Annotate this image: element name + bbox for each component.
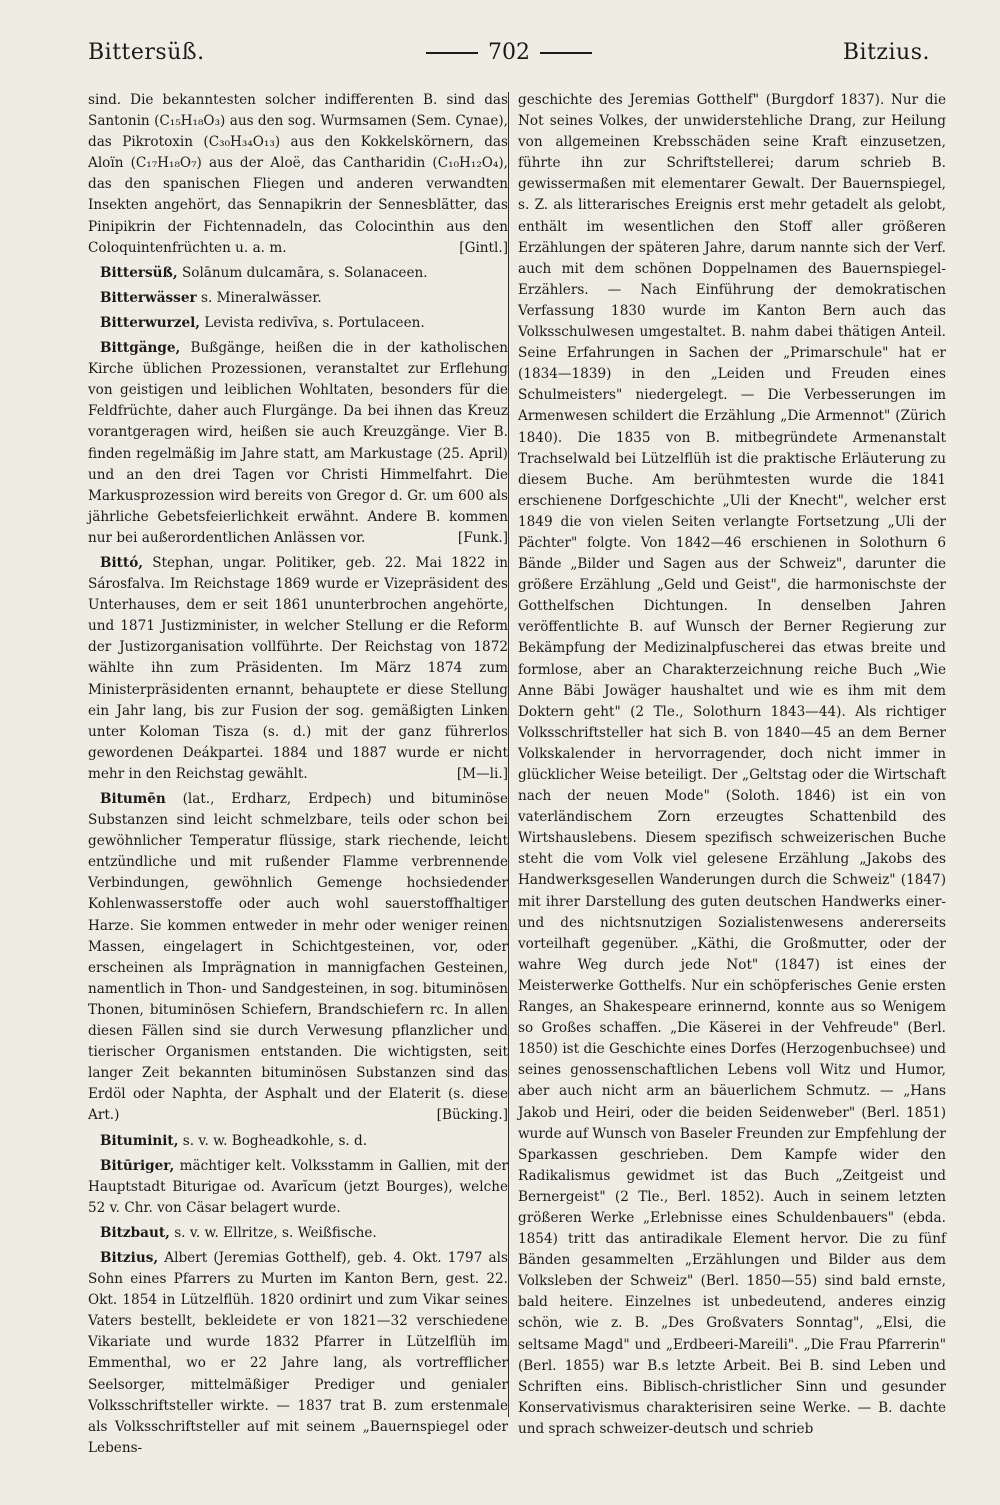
column-divider: [508, 92, 509, 1417]
entry-headword: Bitzbaut,: [100, 1224, 170, 1241]
dictionary-entry: [88, 313, 508, 334]
entry-text: (lat., Erdharz, Erdpech) und bituminöse Substanzen sind leicht schmelzbare, teils oder schon bei gewöhnlicher Temperatur flüssige, stark riechende, leicht entzündliche und mit rußender Flamme verbrennende Verbindungen, gewöhnlich Gemenge hochsiedender Kohlenwasserstoffe oder auch wohl sauerstoffhaltiger Harze. Sie kommen entweder in mehr oder weniger reinen Massen, eingelagert in Schichtgesteinen, vor, oder erscheinen als Imprägnation in mannigfachen Gesteinen, namentlich in Thon- und Sandgesteinen, in sog. bituminösen Thonen, bituminösen Schiefern, Brandschiefern rc. In allen diesen Fällen sind sie durch Verwesung pflanzlicher und tierischer Organismen entstanden. Die wichtigsten, seit langer Zeit bekannten bituminösen Substanzen sind das Erdöl oder Naphta, der Asphalt und der Elaterit (s. diese Art.): [88, 791, 508, 1124]
dictionary-entry: [88, 288, 508, 309]
dictionary-entry: [88, 90, 508, 259]
header-right-term: Bitzius.: [842, 40, 930, 65]
entry-headword: Bittersüß,: [100, 264, 178, 281]
dictionary-entry: [518, 90, 946, 1440]
entry-text: Stephan, ungar. Politiker, geb. 22. Mai 1822 in Sárosfalva. Im Reichstage 1869 wurde er Vizepräsident des Unterhauses, dem er seit 1861 ununterbrochen angehörte, und 1871 Justizminister, in welcher Stellung er die Reform der Justizorganisation vollführte. Der Reichstag von 1872 wählte ihn zum Präsidenten. Im März 1874 zum Ministerpräsidenten ernannt, behauptete er diese Stellung ein Jahr lang, bis zur Fusion der sog. gemäßigten Linken unter Koloman Tisza (s. d.) mit der ganz führerlos gewordenen Deákpartei. 1884 und 1887 wurde er nicht mehr in den Reichstag gewählt.: [88, 554, 508, 782]
page-number: 702: [488, 40, 530, 65]
entry-headword: Bituminit,: [100, 1132, 179, 1149]
dictionary-entry: [88, 1156, 508, 1219]
entry-text: sind. Die bekanntesten solcher indifferenten B. sind das Santonin (C₁₅H₁₈O₃) aus den sog. Wurmsamen (Sem. Cynae), das Pikrotoxin (C₃₀H₃₄O₁₃) aus den Kokkelskörnern, das Aloïn (C₁₇H₁₈O₇) aus der Aloë, das Cantharidin (C₁₀H₁₂O₄), das den spanischen Fliegen und anderen verwandten Insekten angehört, das Sennapikrin der Sennesblätter, das Pinipikrin der Fichtennadeln, das Colocinthin aus den Coloquintenfrüchten u. a. m.: [88, 92, 508, 256]
dictionary-entry: [88, 789, 508, 1127]
dictionary-entry: [88, 263, 508, 284]
right-column: [518, 90, 946, 1444]
dictionary-entry: [88, 1248, 508, 1459]
left-column: [88, 90, 508, 1463]
dictionary-entry: [88, 553, 508, 785]
entry-headword: Bitzius,: [100, 1249, 159, 1266]
entry-text: s. v. w. Bogheadkohle, s. d.: [178, 1132, 368, 1149]
header-left-term: Bittersüß.: [88, 40, 205, 65]
entry-text: Bußgänge, heißen die in der katholischen Kirche üblichen Prozessionen, veranstaltet zur Erflehung von geistigen und leiblichen Wohltaten, besonders für die Feldfrüchte, daher auch Flurgänge. Da bei ihnen das Kreuz vorantgeragen wird, heißen sie auch Kreuzgänge. Vier B. finden regelmäßig im Jahre statt, am Markustage (25. April) und an den drei Tagen vor Christi Himmelfahrt. Die Markusprozession wird bereits von Gregor d. Gr. um 600 als jährliche Gebetsfeierlichkeit erwähnt. Andere B. kommen nur bei außerordentlichen Anlässen vor.: [88, 340, 508, 546]
entry-text: Albert (Jeremias Gotthelf), geb. 4. Okt. 1797 als Sohn eines Pfarrers zu Murten im Kanton Bern, gest. 22. Okt. 1854 in Lützelflüh. 1820 ordinirt und zum Vikar seines Vaters bestellt, bekleidete er von 1821—32 verschiedene Vikariate und wurde 1832 Pfarrer in Lützelflüh im Emmenthal, wo er 22 Jahre lang, als vortrefflicher Seelsorger, mittelmäßiger Prediger und genialer Volksschriftsteller wirkte. — 1837 trat B. zum erstenmale als Volksschriftsteller auf mit seinem „Bauernspiegel oder Lebens-: [88, 1249, 508, 1456]
author-signature: [Bücking.]: [436, 1107, 508, 1124]
entry-headword: Bitumēn: [100, 791, 166, 807]
author-signature: [Funk.]: [457, 529, 508, 546]
entry-text: Solānum dulcamāra, s. Solanaceen.: [177, 264, 428, 281]
page-number-group: [88, 40, 930, 65]
author-signature: [M—li.]: [456, 765, 508, 782]
dictionary-entry: [88, 338, 508, 549]
entry-text: geschichte des Jeremias Gotthelf" (Burgdorf 1837). Nur die Not seines Volkes, der unwiderstehliche Drang, zur Heilung von allgemeinen Krebsschäden seine Kraft einzusetzen, führte ihn zur Schriftstellerei; darum schrieb B. gewissermaßen mit elementarer Gewalt. Der Bauernspiegel, s. Z. als litterarisches Ereignis erst mehr getadelt als gelobt, enthält im wesentlichen den Stoff aller größeren Erzählungen der späteren Jahre, darum nannte sich der Verf. auch mit dem schönen Doppelnamen des Bauernspiegel-Erzählers. — Nach Einführung der demokratischen Verfassung 1830 wurde im Kanton Bern auch das Volksschulwesen umgestaltet. B. nahm dabei thätigen Anteil. Seine Erfahrungen in Sachen der „Primarschule" hat er (1834—1839) in den „Leiden und Freuden eines Schulmeisters" niedergelegt. — Die Verbesserungen im Armenwesen schildert die Erzählung „Die Armennot" (Zürich 1840). Die 1835 von B. mitbegründete Armenanstalt Trachselwald bei Lützelflüh ist die praktische Erläuterung zu diesem Buche. Am berühmtesten wurde die 1841 erschienene Dorfgeschichte „Uli der Knecht", welcher erst 1849 die von vielen Seiten verlangte Fortsetzung „Uli der Pächter" folgte. Von 1842—46 erschienen in Solothurn 6 Bände „Bilder und Sagen aus der Schweiz", darunter die größere Erzählung „Geld und Geist", die harmonischste der Gotthelfschen Dichtungen. In denselben Jahren veröffentlichte B. auf Wunsch der Berner Regierung zur Bekämpfung der Medizinalpfuscherei das etwas breite und formlose, aber an Charakterzeichnung reiche Buch „Wie Anne Bäbi Jowäger haushaltet und wie es ihm mit dem Doktern geht" (2 Tle., Solothurn 1843—44). Als richtiger Volksschriftsteller hat sich B. von 1840—45 an dem Berner Volkskalender in hervorragender, doch nicht immer in glücklicher Weise beteiligt. Der „Geltstag oder die Wirtschaft nach der neuen Mode" (Soloth. 1846) ist ein von vaterländischem Zorn erzeugtes Schattenbild des Wirtshauslebens. Diesem spezifisch schweizerischen Buche steht die vom Volk viel gelesene Erzählung „Jakobs des Handwerksgesellen Wanderungen durch die Schweiz" (1847) mit ihrer Darstellung des guten deutschen Handwerks einer- und des nichtsnutzigen Sozialistenwesens andererseits vorteilhaft gegenüber. „Käthi, die Großmutter, oder der wahre Weg durch jede Not" (1847) ist eines der Meisterwerke Gotthelfs. Nur ein schöpferisches Genie ersten Ranges, an Shakespeare erinnernd, konnte aus so Wenigem so Großes schaffen. „Die Käserei in der Vehfreude" (Berl. 1850) ist die Geschichte eines Dorfes (Herzogenbuchsee) und seines genossenschaftlichen Lebens voll Witz und Humor, aber auch nicht arm an bäuerlichem Schmutz. — „Hans Jakob und Heiri, oder die beiden Seidenweber" (Berl. 1851) wurde auf Wunsch von Baseler Freunden zur Empfehlung der Sparkassen geschrieben. Dem Kampfe wider den Radikalismus gewidmet ist das Buch „Zeitgeist und Bernergeist" (2 Tle., Berl. 1852). Auch in seinem letzten größeren Werke „Erlebnisse eines Schuldenbauers" (ebda. 1854) tritt das antiradikale Element hervor. Die zu fünf Bänden gesammelten „Erzählungen und Bilder aus dem Volksleben der Schweiz" (Berl. 1850—55) sind bald ernste, bald heitere. Einzelnes ist unbedeutend, anderes einzig schön, wie z. B. „Des Großvaters Sonntag", „Elsi, die seltsame Magd" und „Erdbeeri-Mareili". „Die Frau Pfarrerin" (Berl. 1855) war B.s letzte Arbeit. Bei B. sind Leben und Schriften eins. Biblisch-christlicher Sinn und gesunder Konservativismus charakterisiren seine Werke. — B. dachte und sprach schweizer-deutsch und schrieb: [518, 92, 946, 1437]
author-signature: [Gintl.]: [459, 239, 508, 256]
entry-headword: Bittgänge,: [100, 340, 181, 357]
entry-headword: Bitterwässer: [100, 289, 197, 306]
entry-text: s. v. w. Ellritze, s. Weißfische.: [169, 1224, 377, 1241]
header-dash-left: [426, 52, 478, 54]
entry-text: mächtiger kelt. Volksstamm in Gallien, mit der Hauptstadt Biturigae od. Avarĭcum (jetzt Bourges), welche 52 v. Chr. von Cäsar belagert wurde.: [88, 1157, 508, 1216]
entry-headword: Bitūriger,: [100, 1157, 175, 1174]
header-dash-right: [540, 52, 592, 54]
entry-headword: Bittó,: [100, 554, 144, 571]
entry-headword: Bitterwurzel,: [100, 314, 201, 331]
dictionary-entry: [88, 1223, 508, 1244]
entry-text: s. Mineralwässer.: [196, 289, 322, 306]
dictionary-entry: [88, 1131, 508, 1152]
entry-text: Levista redivīva, s. Portulaceen.: [200, 314, 425, 331]
page-header: [88, 32, 930, 76]
